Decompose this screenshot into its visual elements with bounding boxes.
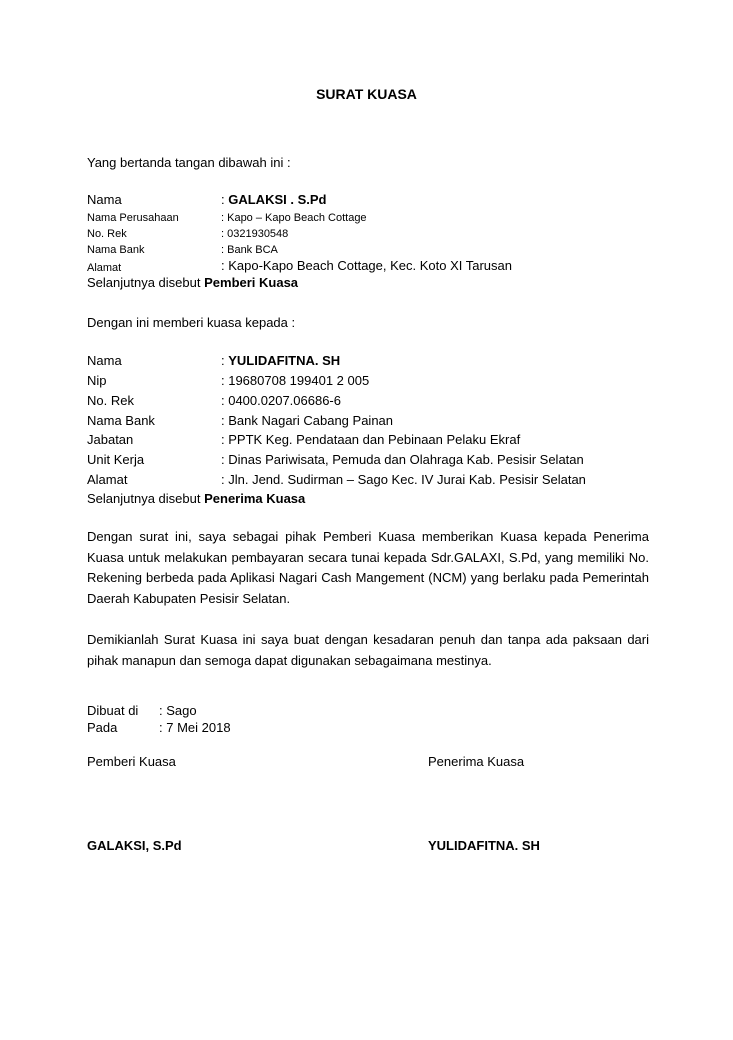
- penerima-unit-value: : Dinas Pariwisata, Pemuda dan Olahraga Kab. Pesisir Selatan: [221, 452, 584, 467]
- pemberi-sebut-bold: Pemberi Kuasa: [204, 275, 299, 290]
- body-paragraph-2: Demikianlah Surat Kuasa ini saya buat dengan kesadaran penuh dan tanpa ada paksaan dari pihak manapun dan semoga dapat digunakan sebagaimana mestinya.: [87, 632, 649, 668]
- pemberi-kuasa-signature-name: GALAKSI, S.Pd: [87, 838, 182, 853]
- penerima-alamat-value: : Jln. Jend. Sudirman – Sago Kec. IV Jurai Kab. Pesisir Selatan: [221, 472, 586, 487]
- pemberi-rek-value: : 0321930548: [221, 228, 289, 240]
- pemberi-bank-label: Nama Bank: [87, 244, 145, 256]
- penerima-nama-value: YULIDAFITNA. SH: [228, 353, 341, 368]
- pada-label: Pada: [87, 720, 118, 735]
- pemberi-perusahaan-value: : Kapo – Kapo Beach Cottage: [221, 212, 367, 224]
- transition-text: Dengan ini memberi kuasa kepada :: [87, 315, 296, 330]
- pemberi-kuasa-role: Pemberi Kuasa: [87, 754, 176, 769]
- intro-text: Yang bertanda tangan dibawah ini :: [87, 155, 291, 170]
- pemberi-sebut-prefix: Selanjutnya disebut: [87, 275, 201, 290]
- body-paragraph-1: Dengan surat ini, saya sebagai pihak Pemberi Kuasa memberikan Kuasa kepada Penerima Kuasa untuk melakukan pembayaran secara tunai kepada Sdr.GALAXI, S.Pd, yang memiliki No. Rekening berbeda pada Aplikasi Nagari Cash Mangement (NCM) yang berlaku pada Pemerintah Daerah Kabupaten Pesisir Selatan.: [87, 529, 649, 606]
- penerima-bank-label: Nama Bank: [87, 413, 155, 428]
- penerima-alamat-label: Alamat: [87, 472, 128, 487]
- penerima-nip-value: : 19680708 199401 2 005: [221, 373, 370, 388]
- penerima-sebut-prefix: Selanjutnya disebut: [87, 491, 201, 506]
- penerima-jabatan-label: Jabatan: [87, 432, 134, 447]
- dibuat-label: Dibuat di: [87, 703, 139, 718]
- pemberi-nama-label: Nama: [87, 192, 122, 207]
- pemberi-sebut: [87, 275, 298, 291]
- penerima-nip-label: Nip: [87, 373, 107, 388]
- penerima-rek-value: : 0400.0207.06686-6: [221, 393, 341, 408]
- pada-value: : 7 Mei 2018: [159, 720, 231, 735]
- penerima-sebut: [87, 491, 305, 507]
- penerima-bank-value: : Bank Nagari Cabang Painan: [221, 413, 394, 428]
- pemberi-rek-label: No. Rek: [87, 228, 127, 240]
- pemberi-bank-value: : Bank BCA: [221, 244, 278, 256]
- document-title: SURAT KUASA: [316, 86, 417, 102]
- penerima-nama-value-wrap: : YULIDAFITNA. SH: [221, 353, 341, 368]
- dibuat-value: : Sago: [159, 703, 197, 718]
- penerima-kuasa-role: Penerima Kuasa: [428, 754, 525, 769]
- pemberi-alamat-value: : Kapo-Kapo Beach Cottage, Kec. Koto XI Tarusan: [221, 258, 513, 273]
- penerima-sebut-bold: Penerima Kuasa: [204, 491, 306, 506]
- pemberi-nama-value: GALAKSI . S.Pd: [228, 192, 327, 207]
- penerima-kuasa-signature-name: YULIDAFITNA. SH: [428, 838, 540, 853]
- penerima-unit-label: Unit Kerja: [87, 452, 145, 467]
- pemberi-perusahaan-label: Nama Perusahaan: [87, 212, 179, 224]
- penerima-jabatan-value: : PPTK Keg. Pendataan dan Pebinaan Pelaku Ekraf: [221, 432, 521, 447]
- pemberi-nama-value-wrap: : GALAKSI . S.Pd: [221, 192, 327, 207]
- penerima-rek-label: No. Rek: [87, 393, 134, 408]
- penerima-nama-label: Nama: [87, 353, 122, 368]
- pemberi-alamat-label: Alamat: [87, 262, 122, 274]
